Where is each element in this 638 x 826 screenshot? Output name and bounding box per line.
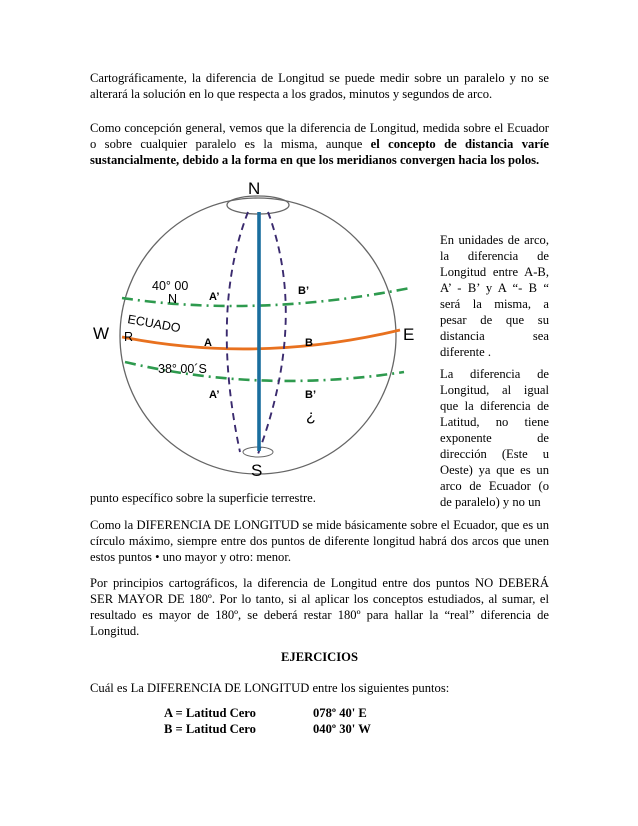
label-west: W xyxy=(93,324,110,343)
label-lat-south: 38° 00´S xyxy=(158,362,207,376)
label-lat-north-n: N xyxy=(168,292,178,306)
paragraph-rule-180: Por principios cartográficos, la diferencia de Longitud entre dos puntos NO DEBERÁ SER MAYOR DE 180º. Por lo tanto, si al aplicar los conceptos estudiados, al sumar, el resultado es mayor de 180º, se deberá restar 180º para hallar la “real” diferencia de Longitud. xyxy=(90,576,549,638)
exercise-point-a-value: 078º 40' E xyxy=(313,706,367,720)
label-east: E xyxy=(403,325,415,344)
exercise-question: Cuál es La DIFERENCIA DE LONGITUD entre los siguientes puntos: xyxy=(90,681,450,695)
paragraph-intro: Cartográficamente, la diferencia de Longitud se puede medir sobre un paralelo y no se alterará la solución en lo que respecta a los grados, minutos y segundos de arco. xyxy=(90,71,549,101)
exercise-point-b-value: 040º 30' W xyxy=(313,722,371,736)
north-cap xyxy=(227,196,289,214)
equator-line xyxy=(122,330,400,349)
exercise-point-b-label: B = Latitud Cero xyxy=(164,722,256,736)
label-lat-north: 40° 00 xyxy=(152,279,189,293)
label-point-a-prime-bottom: A’ xyxy=(209,389,220,401)
label-point-b: B xyxy=(305,337,313,349)
paragraph-concept-text: Como concepción general, vemos que la diferencia de Longitud, medida sobre el Ecuador o sobre cualquier paralelo es la misma, aunque xyxy=(90,121,549,151)
paragraph-concept xyxy=(90,120,549,168)
globe-diagram xyxy=(80,172,430,484)
label-equator-r: R xyxy=(124,330,134,344)
label-north: N xyxy=(248,179,261,198)
label-question-mark: ¿ xyxy=(306,408,316,425)
label-equator: ECUADO xyxy=(126,312,182,336)
label-point-b-prime-top: B’ xyxy=(298,285,309,297)
label-point-a-prime-top: A’ xyxy=(209,291,220,303)
meridian-a-dashed xyxy=(227,212,248,452)
paragraph-concept-bold: el concepto de distancia varíe sustancialmente, debido a la forma en que los meridianos convergen hacia los polos. xyxy=(90,137,549,167)
label-south: S xyxy=(251,461,263,480)
exercise-point-a-label: A = Latitud Cero xyxy=(164,706,256,720)
paragraph-equator: Como la DIFERENCIA DE LONGITUD se mide básicamente sobre el Ecuador, que es un círculo máximo, siempre entre dos puntos de diferente longitud habrá dos arcos que unen estos puntos • uno mayor y otro: menor. xyxy=(90,518,549,564)
side-note-direction: La diferencia de Longitud, al igual que la diferencia de Latitud, no tiene exponente de dirección (Este u Oeste) ya que es un arco de Ecuador (o de paralelo) y no un xyxy=(440,367,549,509)
label-point-b-prime-bottom: B’ xyxy=(305,389,316,401)
paragraph-point-continuation: punto específico sobre la superficie terrestre. xyxy=(90,491,316,505)
meridian-b-dashed xyxy=(258,212,286,454)
side-note-arc: En unidades de arco, la diferencia de Longitud entre A-B, A’ - B’ y A “- B “ será la misma, a pesar de que su distancia sea diferente . xyxy=(440,233,549,359)
label-point-a: A xyxy=(204,337,212,349)
exercises-title: EJERCICIOS xyxy=(281,650,358,664)
